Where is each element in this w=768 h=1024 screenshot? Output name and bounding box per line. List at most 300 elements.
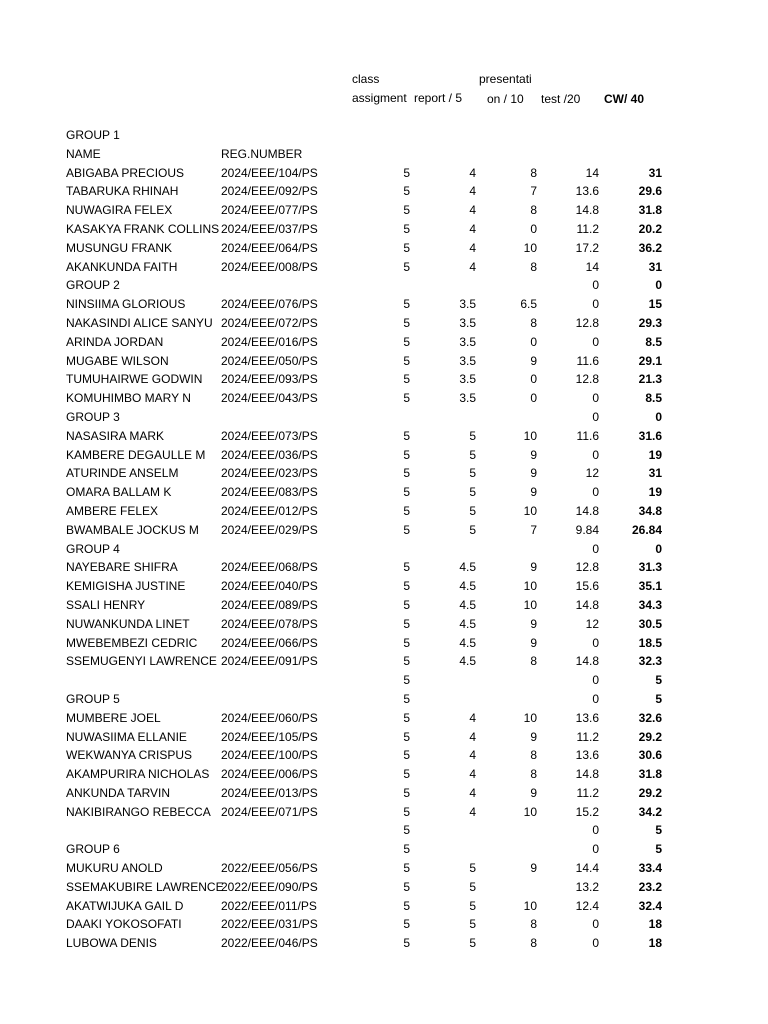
- test-mark: 17.2: [575, 240, 599, 255]
- report-mark: 5: [469, 879, 476, 894]
- student-name: MUKURU ANOLD: [66, 861, 163, 876]
- student-name: MWEBEMBEZI CEDRIC: [66, 635, 198, 650]
- report-mark: 4.5: [459, 654, 476, 669]
- presentation-mark: 0: [530, 334, 537, 349]
- presentation-mark: 10: [523, 804, 537, 819]
- reg-number: 2024/EEE/092/PS: [221, 184, 318, 199]
- test-mark: 11.2: [576, 729, 599, 744]
- report-mark: 4: [469, 748, 476, 763]
- test-mark: 0: [592, 823, 599, 838]
- presentation-mark: 9: [530, 560, 537, 575]
- table-row: [0, 690, 768, 709]
- coursework-total: 32.3: [638, 654, 662, 669]
- reg-number: 2024/EEE/068/PS: [221, 560, 318, 575]
- presentation-mark: 0: [530, 391, 537, 406]
- report-mark: 4.5: [459, 579, 476, 594]
- test-mark: 0: [592, 917, 599, 932]
- report-mark: 5: [469, 428, 476, 443]
- table-row: [0, 784, 768, 803]
- report-mark: 3.5: [459, 334, 476, 349]
- test-mark: 15.2: [575, 804, 599, 819]
- class-assignment-mark: 5: [403, 353, 410, 368]
- reg-number: 2024/EEE/105/PS: [221, 729, 318, 744]
- coursework-total: 5: [655, 691, 662, 706]
- coursework-total: 0: [655, 409, 662, 424]
- table-row: [0, 239, 768, 258]
- class-assignment-mark: 5: [403, 485, 410, 500]
- reg-number: REG.NUMBER: [221, 146, 303, 161]
- student-name: ANKUNDA TARVIN: [66, 785, 171, 800]
- reg-number: 2024/EEE/036/PS: [221, 447, 318, 462]
- report-mark: 3.5: [459, 297, 476, 312]
- coursework-total: 29.2: [638, 785, 662, 800]
- table-row: [0, 634, 768, 653]
- reg-number: 2024/EEE/077/PS: [221, 203, 318, 218]
- student-name: BWAMBALE JOCKUS M: [66, 522, 199, 537]
- report-mark: 4: [469, 785, 476, 800]
- coursework-total: 15: [648, 297, 662, 312]
- report-mark: 3.5: [459, 391, 476, 406]
- class-assignment-mark: 5: [403, 522, 410, 537]
- reg-number: 2024/EEE/043/PS: [221, 391, 318, 406]
- class-assignment-header-line2: assigment: [352, 91, 407, 105]
- test-mark: 0: [592, 297, 599, 312]
- table-row: [0, 201, 768, 220]
- table-row: [0, 821, 768, 840]
- reg-number: 2022/EEE/090/PS: [221, 879, 318, 894]
- coursework-total: 26.84: [631, 522, 662, 537]
- coursework-total: 30.5: [638, 616, 662, 631]
- class-assignment-mark: 5: [403, 259, 410, 274]
- class-assignment-mark: 5: [403, 879, 410, 894]
- coursework-total: 18: [648, 917, 662, 932]
- report-mark: 4.5: [459, 616, 476, 631]
- report-mark: 4: [469, 804, 476, 819]
- test-mark: 13.6: [575, 710, 599, 725]
- reg-number: 2024/EEE/008/PS: [221, 259, 318, 274]
- presentation-mark: 10: [523, 898, 537, 913]
- class-assignment-mark: 5: [403, 579, 410, 594]
- test-mark: 13.6: [575, 184, 599, 199]
- class-assignment-mark: 5: [403, 861, 410, 876]
- coursework-total: 0: [655, 278, 662, 293]
- test-mark: 15.6: [575, 579, 599, 594]
- student-name: MUSUNGU FRANK: [66, 240, 173, 255]
- coursework-total: 33.4: [638, 861, 662, 876]
- test-mark: 0: [592, 842, 599, 857]
- report-mark: 3.5: [459, 315, 476, 330]
- presentation-mark: 10: [523, 240, 537, 255]
- student-name: NAME: [66, 146, 101, 161]
- class-assignment-mark: 5: [403, 635, 410, 650]
- class-assignment-mark: 5: [403, 673, 410, 688]
- presentation-mark: 10: [523, 710, 537, 725]
- reg-number: 2024/EEE/089/PS: [221, 597, 318, 612]
- table-row: [0, 728, 768, 747]
- presentation-mark: 0: [530, 221, 537, 236]
- student-name: MUMBERE JOEL: [66, 710, 161, 725]
- class-assignment-mark: 5: [403, 428, 410, 443]
- student-name: NAKIBIRANGO REBECCA: [66, 804, 211, 819]
- class-assignment-mark: 5: [403, 184, 410, 199]
- coursework-total: 34.8: [638, 503, 662, 518]
- table-row: [0, 897, 768, 916]
- class-assignment-mark: 5: [403, 165, 410, 180]
- class-assignment-mark: 5: [403, 936, 410, 951]
- class-assignment-mark: 5: [403, 503, 410, 518]
- coursework-total: 20.2: [638, 221, 662, 236]
- presentation-mark: 9: [530, 635, 537, 650]
- student-name: SSALI HENRY: [66, 597, 146, 612]
- report-mark: 5: [469, 861, 476, 876]
- table-row: [0, 615, 768, 634]
- student-name: NAYEBARE SHIFRA: [66, 560, 178, 575]
- student-name: TABARUKA RHINAH: [66, 184, 179, 199]
- table-row: [0, 840, 768, 859]
- reg-number: 2024/EEE/012/PS: [221, 503, 318, 518]
- reg-number: 2024/EEE/071/PS: [221, 804, 318, 819]
- reg-number: 2024/EEE/078/PS: [221, 616, 318, 631]
- class-assignment-mark: 5: [403, 372, 410, 387]
- student-name: TUMUHAIRWE GODWIN: [66, 372, 203, 387]
- student-name: ATURINDE ANSELM: [66, 466, 179, 481]
- table-row: [0, 126, 768, 145]
- coursework-total: 5: [655, 823, 662, 838]
- coursework-total: 35.1: [638, 579, 662, 594]
- report-mark: 5: [469, 447, 476, 462]
- student-name: KAMBERE DEGAULLE M: [66, 447, 206, 462]
- reg-number: 2024/EEE/104/PS: [221, 165, 318, 180]
- table-row: [0, 295, 768, 314]
- presentation-mark: 9: [530, 729, 537, 744]
- presentation-mark: 8: [530, 917, 537, 932]
- presentation-mark: 10: [523, 503, 537, 518]
- coursework-header: CW/ 40: [604, 92, 645, 106]
- test-mark: 0: [592, 673, 599, 688]
- student-name: NUWAGIRA FELEX: [66, 203, 173, 218]
- class-assignment-mark: 5: [403, 297, 410, 312]
- table-row: [0, 934, 768, 953]
- presentation-mark: 9: [530, 447, 537, 462]
- coursework-total: 0: [655, 541, 662, 556]
- report-header: report / 5: [414, 91, 463, 105]
- reg-number: 2024/EEE/016/PS: [221, 334, 318, 349]
- student-name: OMARA BALLAM K: [66, 485, 172, 500]
- table-row: [0, 352, 768, 371]
- coursework-total: 31: [648, 466, 662, 481]
- coursework-total: 29.1: [638, 353, 662, 368]
- reg-number: 2024/EEE/040/PS: [221, 579, 318, 594]
- table-row: [0, 596, 768, 615]
- table-row: [0, 408, 768, 427]
- class-assignment-mark: 5: [403, 315, 410, 330]
- class-assignment-mark: 5: [403, 917, 410, 932]
- report-mark: 5: [469, 503, 476, 518]
- reg-number: 2024/EEE/023/PS: [221, 466, 318, 481]
- report-mark: 4: [469, 165, 476, 180]
- test-mark: 12.8: [575, 560, 599, 575]
- test-mark: 12.8: [575, 315, 599, 330]
- class-assignment-mark: 5: [403, 560, 410, 575]
- coursework-total: 31.6: [638, 428, 662, 443]
- reg-number: 2024/EEE/060/PS: [221, 710, 318, 725]
- table-row: [0, 915, 768, 934]
- student-name: GROUP 3: [66, 409, 120, 424]
- student-name: KASAKYA FRANK COLLINS: [66, 221, 220, 236]
- test-mark: 13.6: [575, 748, 599, 763]
- coursework-total: 32.6: [638, 710, 662, 725]
- test-mark: 12: [585, 466, 599, 481]
- test-mark: 14: [585, 165, 599, 180]
- student-name: GROUP 5: [66, 691, 120, 706]
- table-row: [0, 709, 768, 728]
- presentation-mark: 7: [530, 184, 537, 199]
- table-row: [0, 446, 768, 465]
- table-row: [0, 258, 768, 277]
- class-assignment-mark: 5: [403, 334, 410, 349]
- presentation-mark: 8: [530, 936, 537, 951]
- report-mark: 4.5: [459, 560, 476, 575]
- coursework-total: 36.2: [638, 240, 662, 255]
- coursework-total: 31: [648, 259, 662, 274]
- student-name: AKANKUNDA FAITH: [66, 259, 178, 274]
- test-mark: 14.8: [575, 503, 599, 518]
- test-mark: 14.8: [575, 597, 599, 612]
- class-assignment-mark: 5: [403, 898, 410, 913]
- table-row: [0, 333, 768, 352]
- coursework-total: 29.2: [638, 729, 662, 744]
- student-name: DAAKI YOKOSOFATI: [66, 917, 182, 932]
- report-mark: 4.5: [459, 635, 476, 650]
- coursework-total: 30.6: [638, 748, 662, 763]
- test-mark: 11.6: [576, 428, 599, 443]
- report-mark: 5: [469, 917, 476, 932]
- presentation-mark: 9: [530, 353, 537, 368]
- presentation-mark: 10: [523, 597, 537, 612]
- table-row: [0, 502, 768, 521]
- class-assignment-mark: 5: [403, 804, 410, 819]
- table-row: [0, 220, 768, 239]
- presentation-mark: 6.5: [520, 297, 537, 312]
- presentation-mark: 8: [530, 259, 537, 274]
- reg-number: 2022/EEE/031/PS: [221, 917, 318, 932]
- presentation-mark: 10: [523, 579, 537, 594]
- reg-number: 2024/EEE/072/PS: [221, 315, 318, 330]
- class-assignment-mark: 5: [403, 597, 410, 612]
- coursework-total: 19: [648, 447, 662, 462]
- table-row: [0, 389, 768, 408]
- reg-number: 2022/EEE/056/PS: [221, 861, 318, 876]
- table-row: [0, 164, 768, 183]
- class-assignment-mark: 5: [403, 616, 410, 631]
- reg-number: 2024/EEE/093/PS: [221, 372, 318, 387]
- table-row: [0, 145, 768, 164]
- student-name: NAKASINDI ALICE SANYU: [66, 315, 213, 330]
- class-assignment-header-line1: class: [352, 72, 380, 86]
- student-name: SSEMUGENYI LAWRENCE: [66, 654, 217, 669]
- test-mark: 0: [592, 278, 599, 293]
- table-row: [0, 540, 768, 559]
- report-mark: 4: [469, 729, 476, 744]
- report-mark: 4: [469, 767, 476, 782]
- presentation-mark: 8: [530, 748, 537, 763]
- table-row: [0, 521, 768, 540]
- student-name: ABIGABA PRECIOUS: [66, 165, 185, 180]
- table-row: [0, 314, 768, 333]
- class-assignment-mark: 5: [403, 466, 410, 481]
- reg-number: 2024/EEE/064/PS: [221, 240, 318, 255]
- table-row: [0, 746, 768, 765]
- reg-number: 2024/EEE/100/PS: [221, 748, 318, 763]
- test-mark: 0: [592, 485, 599, 500]
- class-assignment-mark: 5: [403, 823, 410, 838]
- reg-number: 2024/EEE/013/PS: [221, 785, 318, 800]
- presentation-mark: 9: [530, 466, 537, 481]
- presentation-mark: 9: [530, 485, 537, 500]
- reg-number: 2024/EEE/091/PS: [221, 654, 318, 669]
- coursework-total: 29.6: [638, 184, 662, 199]
- report-mark: 3.5: [459, 353, 476, 368]
- coursework-total: 19: [648, 485, 662, 500]
- reg-number: 2024/EEE/029/PS: [221, 522, 318, 537]
- presentation-mark: 9: [530, 785, 537, 800]
- test-mark: 11.6: [576, 353, 599, 368]
- reg-number: 2024/EEE/083/PS: [221, 485, 318, 500]
- student-name: AKAMPURIRA NICHOLAS: [66, 767, 210, 782]
- class-assignment-mark: 5: [403, 221, 410, 236]
- student-name: NASASIRA MARK: [66, 428, 165, 443]
- test-mark: 11.2: [576, 221, 599, 236]
- presentation-mark: 8: [530, 767, 537, 782]
- reg-number: 2022/EEE/046/PS: [221, 936, 318, 951]
- student-name: KEMIGISHA JUSTINE: [66, 579, 186, 594]
- student-name: WEKWANYA CRISPUS: [66, 748, 193, 763]
- table-row: [0, 671, 768, 690]
- test-mark: 12.4: [575, 898, 599, 913]
- class-assignment-mark: 5: [403, 654, 410, 669]
- class-assignment-mark: 5: [403, 447, 410, 462]
- class-assignment-mark: 5: [403, 748, 410, 763]
- test-mark: 12.8: [575, 372, 599, 387]
- presentation-mark: 8: [530, 165, 537, 180]
- test-mark: 0: [592, 691, 599, 706]
- test-mark: 0: [592, 409, 599, 424]
- table-row: [0, 370, 768, 389]
- student-name: SSEMAKUBIRE LAWRENCE: [66, 879, 224, 894]
- table-row: [0, 464, 768, 483]
- coursework-total: 34.2: [638, 804, 662, 819]
- coursework-total: 29.3: [638, 315, 662, 330]
- student-name: ARINDA JORDAN: [66, 334, 164, 349]
- coursework-total: 34.3: [638, 597, 662, 612]
- presentation-mark: 8: [530, 315, 537, 330]
- test-mark: 0: [592, 391, 599, 406]
- report-mark: 3.5: [459, 372, 476, 387]
- student-name: GROUP 6: [66, 842, 120, 857]
- reg-number: 2024/EEE/066/PS: [221, 635, 318, 650]
- report-mark: 5: [469, 485, 476, 500]
- class-assignment-mark: 5: [403, 240, 410, 255]
- coursework-total: 8.5: [645, 334, 662, 349]
- table-row: [0, 652, 768, 671]
- report-mark: 4: [469, 259, 476, 274]
- presentation-mark: 0: [530, 372, 537, 387]
- coursework-total: 21.3: [638, 372, 662, 387]
- report-mark: 4: [469, 203, 476, 218]
- coursework-total: 32.4: [638, 898, 662, 913]
- class-assignment-mark: 5: [403, 203, 410, 218]
- report-mark: 4: [469, 221, 476, 236]
- coursework-total: 8.5: [645, 391, 662, 406]
- presentation-header-line2: on / 10: [487, 92, 524, 106]
- class-assignment-mark: 5: [403, 391, 410, 406]
- test-mark: 12: [585, 616, 599, 631]
- report-mark: 5: [469, 936, 476, 951]
- student-name: NUWASIIMA ELLANIE: [66, 729, 187, 744]
- report-mark: 4: [469, 184, 476, 199]
- test-mark: 14.8: [575, 654, 599, 669]
- student-name: NUWANKUNDA LINET: [66, 616, 190, 631]
- test-mark: 14.8: [575, 767, 599, 782]
- coursework-total: 31.3: [638, 560, 662, 575]
- table-row: [0, 427, 768, 446]
- class-assignment-mark: 5: [403, 691, 410, 706]
- report-mark: 4: [469, 710, 476, 725]
- student-name: AKATWIJUKA GAIL D: [66, 898, 184, 913]
- reg-number: 2024/EEE/006/PS: [221, 767, 318, 782]
- table-row: [0, 878, 768, 897]
- test-mark: 0: [592, 541, 599, 556]
- class-assignment-mark: 5: [403, 710, 410, 725]
- table-row: [0, 577, 768, 596]
- test-mark: 9.84: [575, 522, 599, 537]
- test-header: test /20: [541, 92, 581, 106]
- test-mark: 0: [592, 447, 599, 462]
- test-mark: 0: [592, 936, 599, 951]
- class-assignment-mark: 5: [403, 767, 410, 782]
- report-mark: 5: [469, 898, 476, 913]
- coursework-total: 31: [648, 165, 662, 180]
- table-row: [0, 859, 768, 878]
- test-mark: 14: [585, 259, 599, 274]
- student-name: MUGABE WILSON: [66, 353, 169, 368]
- test-mark: 11.2: [576, 785, 599, 800]
- test-mark: 14.8: [575, 203, 599, 218]
- marks-table: [0, 126, 768, 953]
- table-row: [0, 182, 768, 201]
- class-assignment-mark: 5: [403, 785, 410, 800]
- presentation-mark: 7: [530, 522, 537, 537]
- student-name: KOMUHIMBO MARY N: [66, 391, 191, 406]
- reg-number: 2024/EEE/073/PS: [221, 428, 318, 443]
- presentation-mark: 8: [530, 203, 537, 218]
- presentation-mark: 9: [530, 616, 537, 631]
- student-name: GROUP 1: [66, 128, 120, 142]
- test-mark: 0: [592, 635, 599, 650]
- report-mark: 5: [469, 522, 476, 537]
- reg-number: 2024/EEE/076/PS: [221, 297, 318, 312]
- coursework-total: 5: [655, 842, 662, 857]
- coursework-total: 31.8: [638, 203, 662, 218]
- table-row: [0, 765, 768, 784]
- reg-number: 2024/EEE/050/PS: [221, 353, 318, 368]
- student-name: NINSIIMA GLORIOUS: [66, 297, 186, 312]
- class-assignment-mark: 5: [403, 729, 410, 744]
- table-row: [0, 483, 768, 502]
- coursework-total: 18.5: [638, 635, 662, 650]
- student-name: LUBOWA DENIS: [66, 936, 157, 951]
- test-mark: 0: [592, 334, 599, 349]
